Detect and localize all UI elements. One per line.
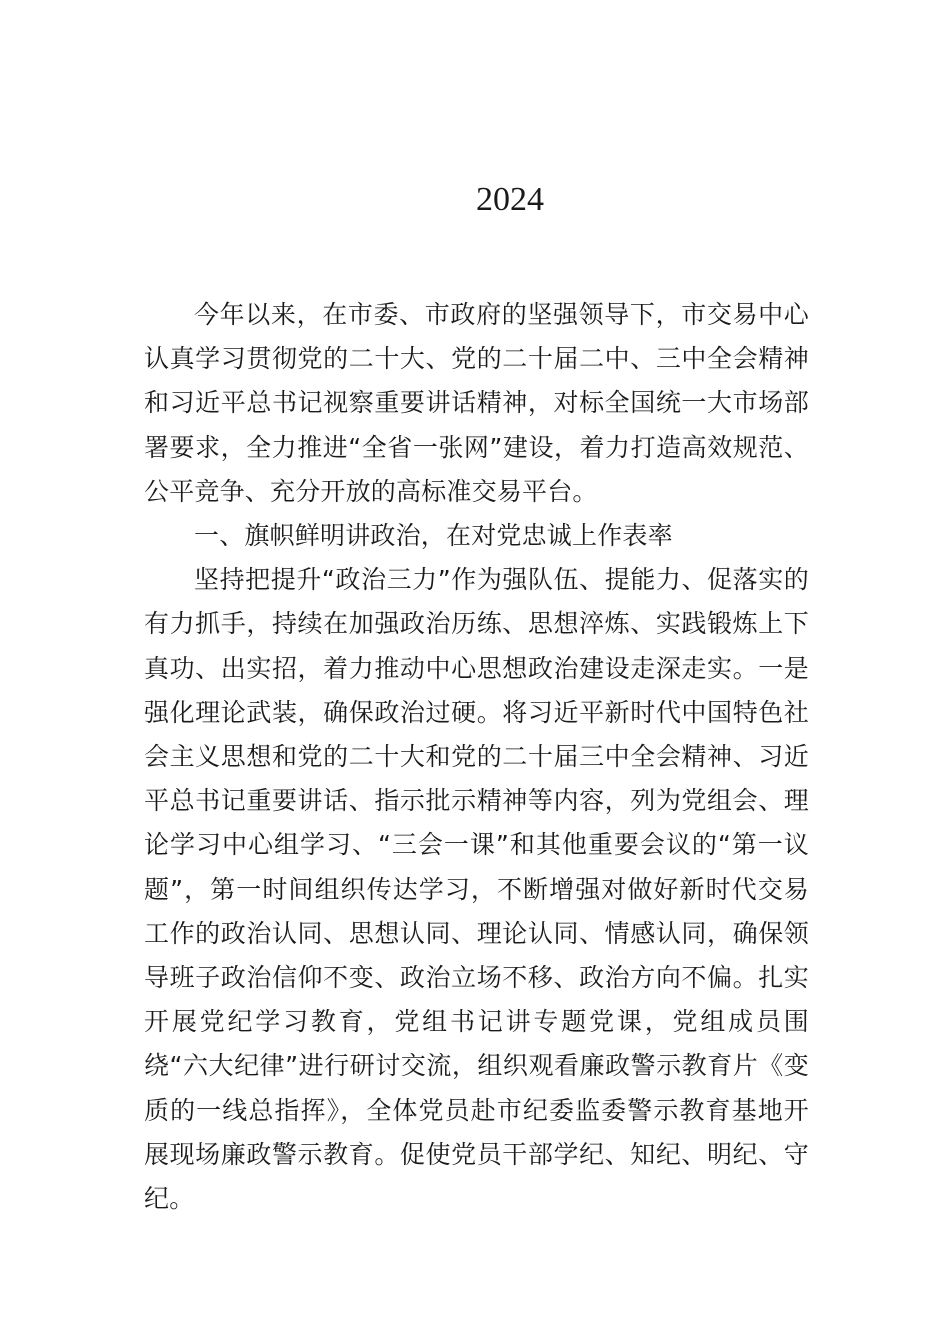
section-heading: 一、旗帜鲜明讲政治，在对党忠诚上作表率 (194, 521, 673, 551)
body-paragraph: 坚持把提升“政治三力”作为强队伍、提能力、促落实的有力抓手，持续在加强政治历练、思想淬炼、实践锻炼上下真功、出实招，着力推动中心思想政治建设走深走实。一是强化理论武装，确保政治过硬。将习近平新时代中国特色社会主义思想和党的二十大和党的二十届三中全会精神、习近平总书记重要讲话、指示批示精神等内容，列为党组会、理论学习中心组学习、“三会一课”和其他重要会议的“第一议题”，第一时间组织传达学习，不断增强对做好新时代交易工作的政治认同、思想认同、理论认同、情感认同，确保领导班子政治信仰不变、政治立场不移、政治方向不偏。扎实开展党纪学习教育，党组书记讲专题党课，党组成员围绕“六大纪律”进行研讨交流，组织观看廉政警示教育片《变质的一线总指挥》，全体党员赴市纪委监委警示教育基地开展现场廉政警示教育。促使党员干部学纪、知纪、明纪、守纪。 (144, 565, 809, 1214)
document-title: 2024 (476, 181, 544, 218)
document-body (144, 293, 809, 1221)
intro-paragraph: 今年以来，在市委、市政府的坚强领导下，市交易中心认真学习贯彻党的二十大、党的二十届二中、三中全会精神和习近平总书记视察重要讲话精神，对标全国统一大市场部署要求，全力推进“全省一张网”建设，着力打造高效规范、公平竞争、充分开放的高标准交易平台。 (144, 300, 809, 506)
